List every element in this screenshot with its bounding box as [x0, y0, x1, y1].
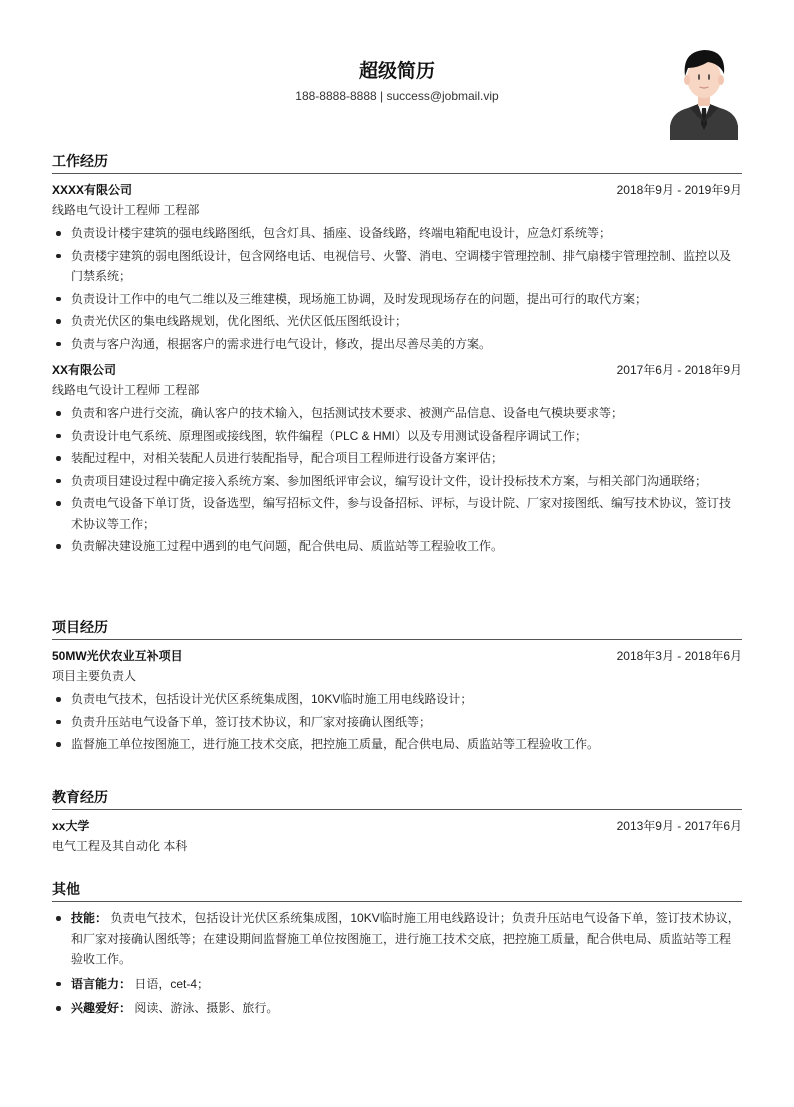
work-section-title: 工作经历: [52, 152, 742, 174]
job-title: 线路电气设计工程师 工程部: [52, 383, 200, 397]
skills-label: 技能：: [71, 911, 108, 925]
list-item: [52, 974, 742, 995]
bullet-list: [52, 689, 742, 755]
company-name: XX有限公司: [52, 363, 117, 377]
list-item: 装配过程中，对相关装配人员进行装配指导，配合项目工程师进行设备方案评估；: [52, 448, 742, 469]
date-range: 2017年6月 - 2018年9月: [616, 363, 742, 377]
entry-header: [52, 647, 742, 665]
language-label: 语言能力：: [71, 976, 132, 991]
list-item: 负责设计电气系统、原理图或接线图，软件编程（PLC & HMI）以及专用测试设备程序调试工作；: [52, 426, 742, 447]
list-item: 负责升压站电气设备下单，签订技术协议，和厂家对接确认图纸等；: [52, 712, 742, 733]
work-entry: [52, 181, 742, 354]
contact-info: 188-8888-8888 | success@jobmail.vip: [295, 89, 499, 103]
list-item: [52, 908, 742, 970]
other-section-title: 其他: [52, 880, 742, 902]
work-entry: [52, 361, 742, 557]
entry-header: [52, 181, 742, 199]
project-entry: [52, 647, 742, 755]
job-title: 线路电气设计工程师 工程部: [52, 203, 200, 217]
entry-header: [52, 361, 742, 379]
degree: 电气工程及其自动化 本科: [52, 839, 188, 853]
list-item: [52, 998, 742, 1019]
date-range: 2018年9月 - 2019年9月: [616, 183, 742, 197]
list-item: 负责设计楼宇建筑的强电线路图纸，包含灯具、插座、设备线路，终端电箱配电设计，应急灯系统等；: [52, 223, 742, 244]
list-item: 负责项目建设过程中确定接入系统方案、参加图纸评审会议，编写设计文件，设计投标技术方案，与相关部门沟通联络；: [52, 471, 742, 492]
date-range: 2013年9月 - 2017年6月: [616, 819, 742, 833]
project-role: 项目主要负责人: [52, 669, 137, 683]
bullet-list: [52, 223, 742, 354]
list-item: 监督施工单位按图施工，进行施工技术交底，把控施工质量，配合供电局、质监站等工程验收工作。: [52, 734, 742, 755]
company-name: XXXX有限公司: [52, 183, 133, 197]
project-section-title: 项目经历: [52, 618, 742, 640]
list-item: 负责和客户进行交流，确认客户的技术输入，包括测试技术要求、被测产品信息、设备电气模块要求等；: [52, 403, 742, 424]
list-item: 负责与客户沟通，根据客户的需求进行电气设计，修改，提出尽善尽美的方案。: [52, 334, 742, 355]
language-text: 日语，cet-4；: [134, 976, 210, 991]
school-name: xx大学: [52, 819, 90, 833]
bullet-list: [52, 908, 742, 1019]
list-item: 负责电气技术，包括设计光伏区系统集成图，10KV临时施工用电线路设计；: [52, 689, 742, 710]
skills-text: 负责电气技术，包括设计光伏区系统集成图，10KV临时施工用电线路设计；负责升压站电气设备下单，签订技术协议，和厂家对接确认图纸等；在建设期间监督施工单位按图施工，进行施工技术交底，把控施工质量，配合供电局、质监站等工程验收工作。: [71, 911, 740, 966]
list-item: 负责设计工作中的电气二维以及三维建模，现场施工协调，及时发现现场存在的问题，提出可行的取代方案；: [52, 289, 742, 310]
list-item: 负责电气设备下单订货，设备选型，编写招标文件，参与设备招标、评标，与设计院、厂家对接图纸、编写技术协议，签订技术协议等工作；: [52, 493, 742, 534]
education-section: [52, 788, 742, 857]
work-section: [52, 152, 742, 559]
avatar: [668, 42, 740, 140]
list-item: 负责光伏区的集电线路规划，优化图纸、光伏区低压图纸设计；: [52, 311, 742, 332]
hobbies-label: 兴趣爱好：: [71, 1001, 132, 1015]
project-section: [52, 618, 742, 757]
hobbies-text: 阅读、游泳、摄影、旅行。: [134, 1001, 279, 1015]
other-section: [52, 880, 742, 1021]
list-item: 负责解决建设施工过程中遇到的电气问题，配合供电局、质监站等工程验收工作。: [52, 536, 742, 557]
list-item: 负责楼宇建筑的弱电图纸设计，包含网络电话、电视信号、火警、消电、空调楼宇管理控制、排气扇楼宇管理控制、监控以及门禁系统；: [52, 246, 742, 287]
education-entry: [52, 817, 742, 857]
entry-header: [52, 817, 742, 835]
date-range: 2018年3月 - 2018年6月: [616, 649, 742, 663]
resume-name: 超级简历: [358, 61, 435, 82]
project-name: 50MW光伏农业互补项目: [52, 649, 183, 663]
education-section-title: 教育经历: [52, 788, 742, 810]
bullet-list: [52, 403, 742, 557]
